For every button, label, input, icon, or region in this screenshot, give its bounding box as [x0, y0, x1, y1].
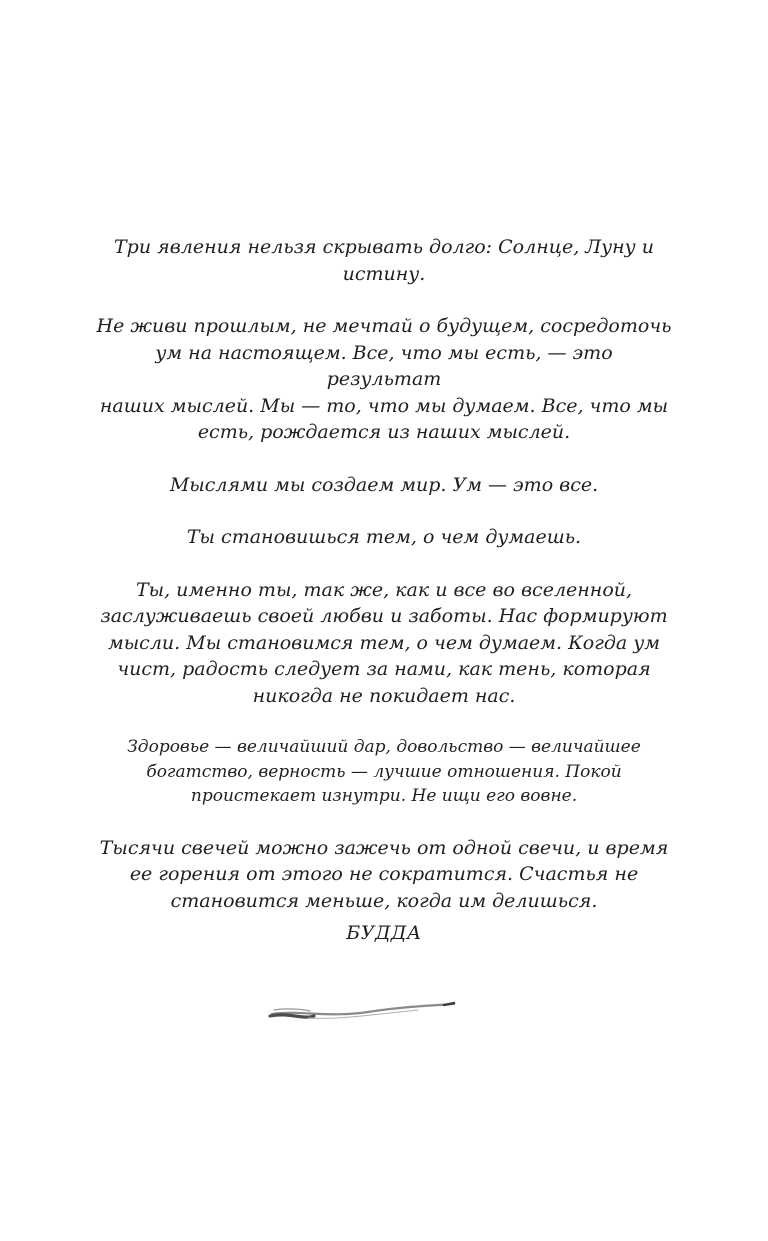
quote-line: есть, рождается из наших мыслей. — [197, 421, 571, 443]
quote-line: мысли. Мы становимся тем, о чем думаем. Когда ум — [107, 631, 661, 654]
quote-line: чист, радость следует за нами, как тень, которая — [117, 658, 651, 680]
quote-author: БУДДА — [346, 922, 422, 944]
quote-line: Три явления нельзя скрывать долго: Солнце, Луну и — [114, 236, 654, 258]
quote-line: ум на настоящем. Все, что мы есть, — это результат — [155, 341, 613, 390]
quote-line: Мыслями мы создаем мир. Ум — это все. — [169, 473, 599, 496]
quote-line: Не живи прошлым, не мечтай о будущем, сосредоточь — [96, 315, 672, 337]
quote-line: Ты, именно ты, так же, как и все во вселенной, — [135, 578, 633, 601]
quote-line: Здоровье — величайший дар, довольство — величайшее — [127, 737, 641, 757]
quote-line: истину. — [342, 262, 426, 285]
quote-line: ее горения от этого не сократится. Счастья не — [129, 863, 639, 885]
quote-6 — [96, 735, 672, 809]
brush-stroke-divider — [268, 996, 458, 1026]
quote-3 — [96, 472, 672, 499]
quotes-block — [96, 234, 672, 914]
quote-line: становится меньше, когда им делишься. — [170, 889, 598, 912]
quote-line: заслуживаешь своей любви и заботы. Нас формируют — [100, 605, 668, 627]
quote-2 — [96, 313, 672, 446]
quote-line: Ты становишься тем, о чем думаешь. — [186, 526, 582, 548]
quote-line: проистекает изнутри. Не ищи его вовне. — [190, 786, 578, 806]
quote-line: никогда не покидает нас. — [252, 684, 516, 707]
quote-line: богатство, верность — лучшие отношения. Покой — [146, 761, 622, 782]
quote-1 — [96, 234, 672, 287]
quote-4 — [96, 524, 672, 551]
quote-line: наших мыслей. Мы — то, что мы думаем. Все, что мы — [99, 394, 669, 417]
quote-5 — [96, 577, 672, 710]
quote-line: Тысячи свечей можно зажечь от одной свечи, и время — [99, 836, 669, 859]
quote-7 — [96, 835, 672, 915]
